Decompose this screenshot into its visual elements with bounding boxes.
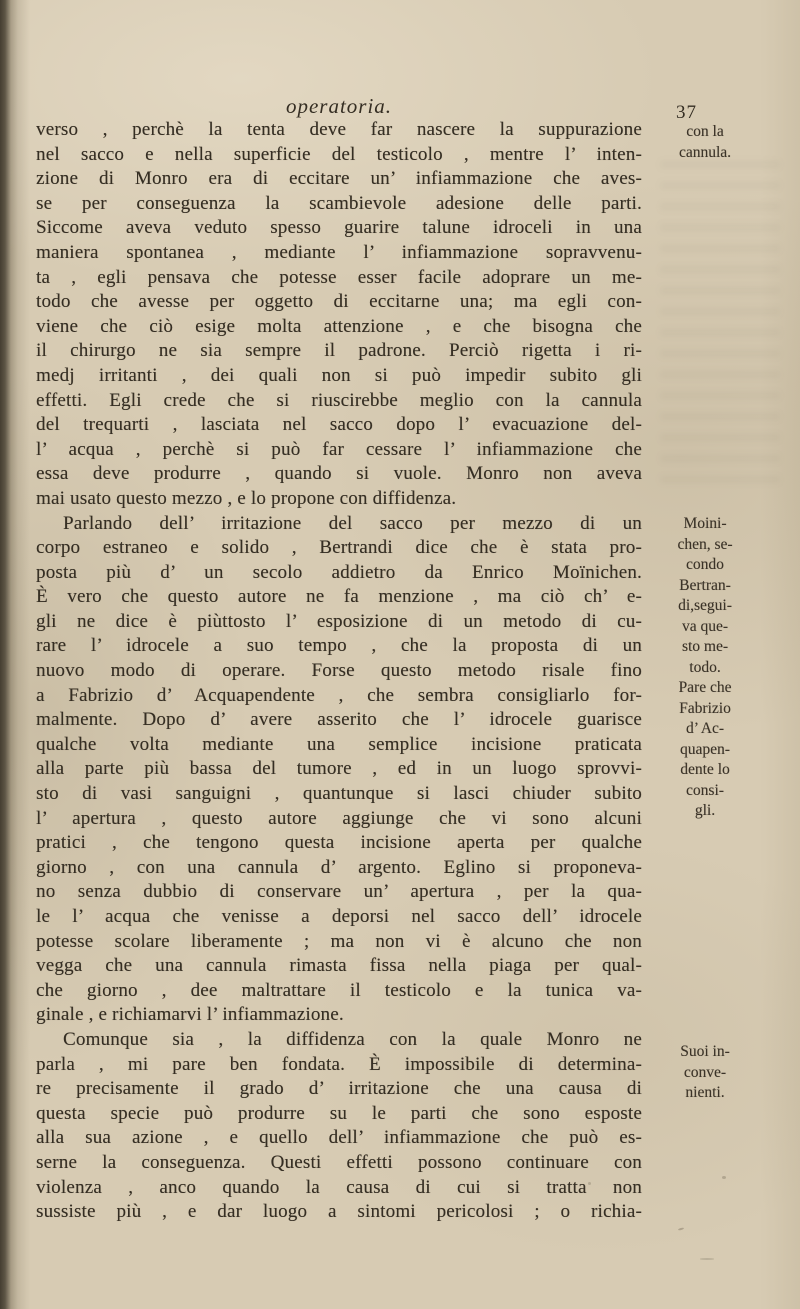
margin-note-line: con la [686, 123, 724, 140]
margin-note-line: quapen- [680, 740, 730, 758]
text-line: todo che avesse per oggetto di eccitarne una; ma egli con- [36, 291, 642, 313]
margin-note-moinichen [646, 514, 764, 678]
text-line: del trequarti , lasciata nel sacco dopo l’ evacuazione del- [36, 414, 642, 436]
text-line: pratici , che tengono questa incisione aperta per qualche [36, 832, 642, 854]
text-line: alla sua azione , e quello dell’ infiammazione che può es- [36, 1127, 642, 1149]
text-line: ginale , e richiamarvi l’ infiammazione. [36, 1004, 344, 1026]
text-line: posta più d’ un secolo addietro da Enrico Moïnichen. [36, 561, 642, 583]
text-line: potesse scolare liberamente ; ma non vi è alcuno che non [36, 930, 642, 952]
margin-note-line: gli. [694, 802, 716, 819]
margin-note-line: Bertran- [679, 576, 731, 594]
text-line: essa deve produrre , quando si vuole. Monro non aveva [36, 463, 642, 485]
text-line: rare l’ idrocele a suo tempo , che la proposta di un [36, 635, 642, 657]
margin-note-line: cannula. [678, 143, 732, 161]
margin-note-line: condo [686, 556, 724, 573]
text-line: nuovo modo di operare. Forse questo metodo risale fino [36, 660, 642, 682]
text-line: no senza dubbio di conservare un’ apertura , per la qua- [36, 881, 642, 903]
text-line: che giorno , dee maltrattare il testicolo e la tunica va- [36, 979, 642, 1001]
text-line: maniera spontanea , mediante l’ infiammazione sopravvenu- [36, 241, 642, 263]
paper-speck [678, 1227, 684, 1230]
running-head-title: operatoria. [285, 94, 393, 118]
text-line: questa specie può produrre su le parti che sono esposte [36, 1102, 642, 1124]
margin-note-line: dente lo [680, 761, 730, 778]
margin-note-line: Fabrizio [679, 699, 731, 717]
text-line: sussiste più , e dar luogo a sintomi pericolosi ; o richia- [36, 1201, 642, 1223]
text-line: parla , mi pare ben fondata. È impossibile di determina- [36, 1053, 642, 1075]
text-line: Comunque sia , la diffidenza con la quale Monro ne [63, 1028, 642, 1050]
margin-note-line: Suoi in- [680, 1043, 730, 1060]
text-line: serne la conseguenza. Questi effetti possono continuare con [36, 1151, 642, 1173]
margin-note-line: todo. [689, 658, 721, 676]
text-line: mai usato questo mezzo , e lo propone con diffidenza. [36, 487, 457, 509]
text-line: Parlando dell’ irritazione del sacco per mezzo di un [63, 512, 642, 534]
text-line: l’ apertura , questo autore aggiunge che vi sono alcuni [36, 807, 642, 829]
text-line: giorno , con una cannula d’ argento. Eglino si proponeva- [36, 856, 642, 878]
text-line: re precisamente il grado d’ irritazione che una causa di [36, 1078, 642, 1100]
text-line: ta , egli pensava che potesse esser facile adoprare un me- [36, 266, 642, 288]
paper-speck [588, 1182, 591, 1185]
binding-edge-shadow [0, 0, 30, 1309]
margin-note-line: di,segui- [678, 597, 732, 614]
text-line: le l’ acqua che venisse a deporsi nel sacco dell’ idrocele [36, 906, 642, 927]
text-line: malmente. Dopo d’ avere asserito che l’ idrocele guarisce [36, 709, 642, 731]
text-line: vegga che una cannula rimasta fissa nella piaga per qual- [36, 955, 642, 977]
margin-note-line: nienti. [685, 1084, 725, 1101]
text-line: l’ acqua , perchè si può far cessare l’ infiammazione che [36, 438, 642, 460]
margin-note-line: conve- [683, 1063, 727, 1081]
paper-speck [700, 1258, 714, 1260]
text-line: se per conseguenza la scambievole adesione delle parti. [36, 192, 642, 214]
text-line: corpo estraneo e solido , Bertrandi dice che è stata pro- [36, 537, 642, 559]
text-line: effetti. Egli crede che si riuscirebbe meglio con la cannula [36, 389, 642, 411]
page-number: 37 [676, 102, 697, 123]
margin-note-line: Pare che [678, 679, 732, 696]
margin-note-line: consi- [686, 781, 724, 799]
text-line: viene che ciò esige molta attenzione , e che bisogna che [36, 315, 642, 337]
text-line: sto di vasi sanguigni , quantunque si lasci chiuder subito [36, 783, 642, 805]
text-line: medj irritanti , dei quali non si può impedir subito gli [36, 364, 642, 386]
margin-note-cannula [646, 122, 764, 163]
text-line: zione di Monro era di eccitare un’ infiammazione che aves- [36, 168, 642, 190]
body-text [36, 118, 642, 1225]
margin-note-fabrizio [646, 678, 764, 822]
margin-note-inconvenienti [646, 1042, 764, 1104]
text-line: il chirurgo ne sia sempre il padrone. Perciò rigetta i ri- [36, 340, 642, 362]
text-line: nel sacco e nella superficie del testicolo , mentre l’ inten- [36, 143, 642, 165]
margin-note-line: chen, se- [677, 535, 733, 553]
margin-note-line: sto me- [681, 638, 729, 655]
margin-note-line: Moini- [683, 515, 727, 532]
text-line: alla parte più bassa del tumore , ed in un luogo sprovvi- [36, 758, 642, 780]
text-line: qualche volta mediante una semplice incisione praticata [36, 733, 642, 755]
text-line: Siccome aveva veduto spesso guarire talune idroceli in una [36, 217, 642, 239]
show-through-ghosting [660, 160, 780, 490]
text-line: È vero che questo autore ne fa menzione , ma ciò ch’ e- [36, 586, 642, 608]
paper-speck [722, 1176, 726, 1179]
margin-note-line: va que- [681, 617, 729, 635]
text-line: gli ne dice è piùttosto l’ esposizione di un metodo di cu- [36, 610, 642, 632]
text-line: a Fabrizio d’ Acquapendente , che sembra consigliarlo for- [36, 684, 642, 706]
text-line: violenza , anco quando la causa di cui si tratta non [36, 1176, 642, 1198]
margin-note-line: d’ Ac- [685, 720, 725, 737]
text-line: verso , perchè la tenta deve far nascere la suppurazione [36, 119, 642, 140]
